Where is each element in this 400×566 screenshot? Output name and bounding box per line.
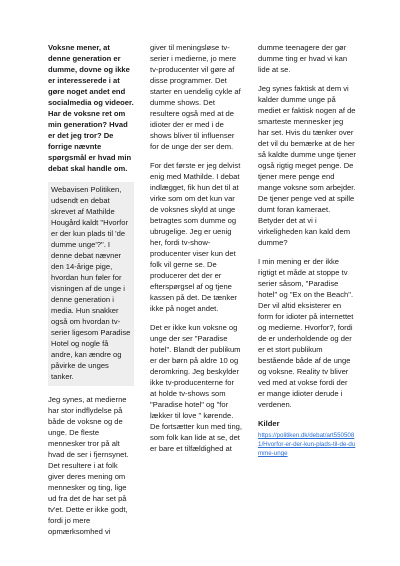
column-2	[150, 42, 242, 462]
body-paragraph: Jeg synes faktisk at dem vi kalder dumme unge på mediet er faktisk nogen af de smarteste mennesker jeg har set. Hvis du tænker over det vil du bemærke at de her så kaldte dumme unge tjener også rigtig meget penge. De tjener mere penge end mange voksne som arbejder. De tjener penge ved at spille dumt foran kameraet. Betyder det at vi i virkeligheden kan kald dem dumme?	[258, 84, 356, 247]
body-paragraph: Det er ikke kun voksne og unge der ser "Paradise hotel". Blandt der publikum er der børn på aldre 10 og deromkring. Jeg beskylder ikke tv-producenterne for at holde tv-shows som "Paradise hotel" og "for lækker til love " kørende. De fortsætter kun med ting, som folk kan lide at se, det er bare et tilfældighed at	[150, 323, 243, 453]
column-1	[48, 42, 134, 545]
sources-heading: Kilder	[258, 419, 280, 428]
body-paragraph: giver til meningsløse tv-serier i medierne, jo mere tv-producenter vil gøre af disse programmer. Det starter en uendelig cykle af dumme shows. Det resultere også med at de idioter der er med i de shows bliver til influenser for de unge der ser dem.	[150, 43, 241, 151]
intro-paragraph: Voksne mener, at denne generation er dumme, dovne og ikke er interesserede i at gøre noget andet end socialmedia og videoer. Har de voksne ret om min generation? Hvad er det jeg tror? De forrige nævnte spørgsmål er hvad min debat skal handle om.	[48, 43, 134, 173]
source-summary-box: Webavisen Politiken, udsendt en debat skrevet af Mathilde Hougård kaldt "Hvorfor er der kun plads til 'de dumme unge'?". I denne debat nævner den 14-årige pige, hvordan hun føler for visningen af de unge i denne generation i media. Hun snakker også om hvordan tv-serier ligesom Paradise Hotel og nogle få andre, kan ændre og påvirke de unges tanker.	[48, 182, 134, 386]
column-3	[258, 42, 356, 458]
body-paragraph: I min mening er der ikke rigtigt et måde at stoppe tv serier såsom, "Paradise hotel" og "Ex on the Beach". Der vil altid eksisterer en form for idioter på internettet og medierne. Hvorfor?, fordi de er underholdende og der er et stort publikum bestående både af de unge og voksne. Reality tv bliver ved med at vokse fordi der er mange idioter derude i verdenen.	[258, 257, 354, 409]
source-link[interactable]: https://politiken.dk/debat/art5505081/Hvorfor-er-der-kun-plads-til-de-dumme-unge	[258, 432, 356, 457]
body-paragraph: For det første er jeg delvist enig med Mathilde. I debat indlægget, fik hun det til at virke som om det kun var de voksnes skyld at unge betragtes som dumme og ubrugelige. Jeg er uenig her, fordi tv-show-producenter viser kun det folk vil gerne se. De producerer det der er efterspørgsel af og tjene kassen på det. De tænker ikke på noget andet.	[150, 161, 241, 313]
body-paragraph: Jeg synes, at medierne har stor indflydelse på både de voksne og de unge. De fleste mennesker tror på alt hvad de ser i fjernsynet. Det resultere i at folk giver deres mening om mennesker og ting, lige ud fra det de har set på tv'et. Dette er ikke godt, fordi jo mere opmærksomhed vi	[48, 395, 129, 536]
body-paragraph: dumme teenagere der gør dumme ting er hvad vi kan lide at se.	[258, 43, 348, 74]
